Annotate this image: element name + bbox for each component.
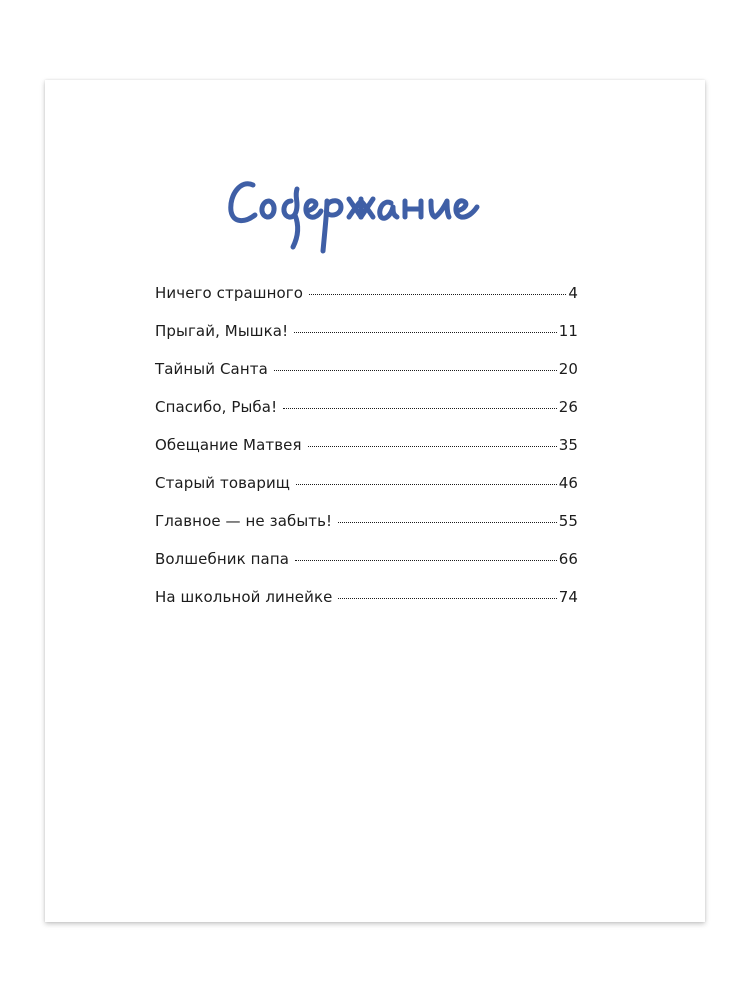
toc-item-page: 11 [558,322,578,340]
toc-item-page: 35 [558,436,578,454]
toc-item-page: 4 [568,284,578,302]
page-title [45,155,705,265]
dot-leader [308,446,557,447]
dot-leader [294,332,557,333]
toc-item-page: 46 [558,474,578,492]
dot-leader [296,484,557,485]
toc-item-title: Тайный Санта [155,360,268,378]
toc-item-title: Обещание Матвея [155,436,302,454]
toc-item-title: Ничего страшного [155,284,304,302]
toc-item-page: 74 [558,588,578,606]
toc-item-title: На школьной линейке [155,588,333,606]
toc-item-page: 20 [558,360,578,378]
toc-item[interactable] [155,322,578,360]
toc-item-page: 55 [558,512,578,530]
dot-leader [283,408,557,409]
handwritten-title-lettering [225,155,525,255]
toc-item[interactable] [155,474,578,512]
dot-leader [338,598,556,599]
table-of-contents [155,284,578,626]
dot-leader [295,560,557,561]
dot-leader [274,370,557,371]
toc-item[interactable] [155,512,578,550]
toc-item[interactable] [155,398,578,436]
dot-leader [338,522,557,523]
toc-item-page: 66 [558,550,578,568]
book-page [45,80,705,922]
toc-item-title: Старый товарищ [155,474,291,492]
toc-item-title: Прыгай, Мышка! [155,322,289,340]
toc-item[interactable] [155,588,578,626]
toc-item-title: Главное — не забыть! [155,512,333,530]
toc-item[interactable] [155,550,578,588]
dot-leader [309,294,566,295]
toc-item-title: Волшебник папа [155,550,290,568]
toc-item[interactable] [155,284,578,322]
toc-item-title: Спасибо, Рыба! [155,398,278,416]
toc-item-page: 26 [558,398,578,416]
toc-item[interactable] [155,436,578,474]
toc-item[interactable] [155,360,578,398]
